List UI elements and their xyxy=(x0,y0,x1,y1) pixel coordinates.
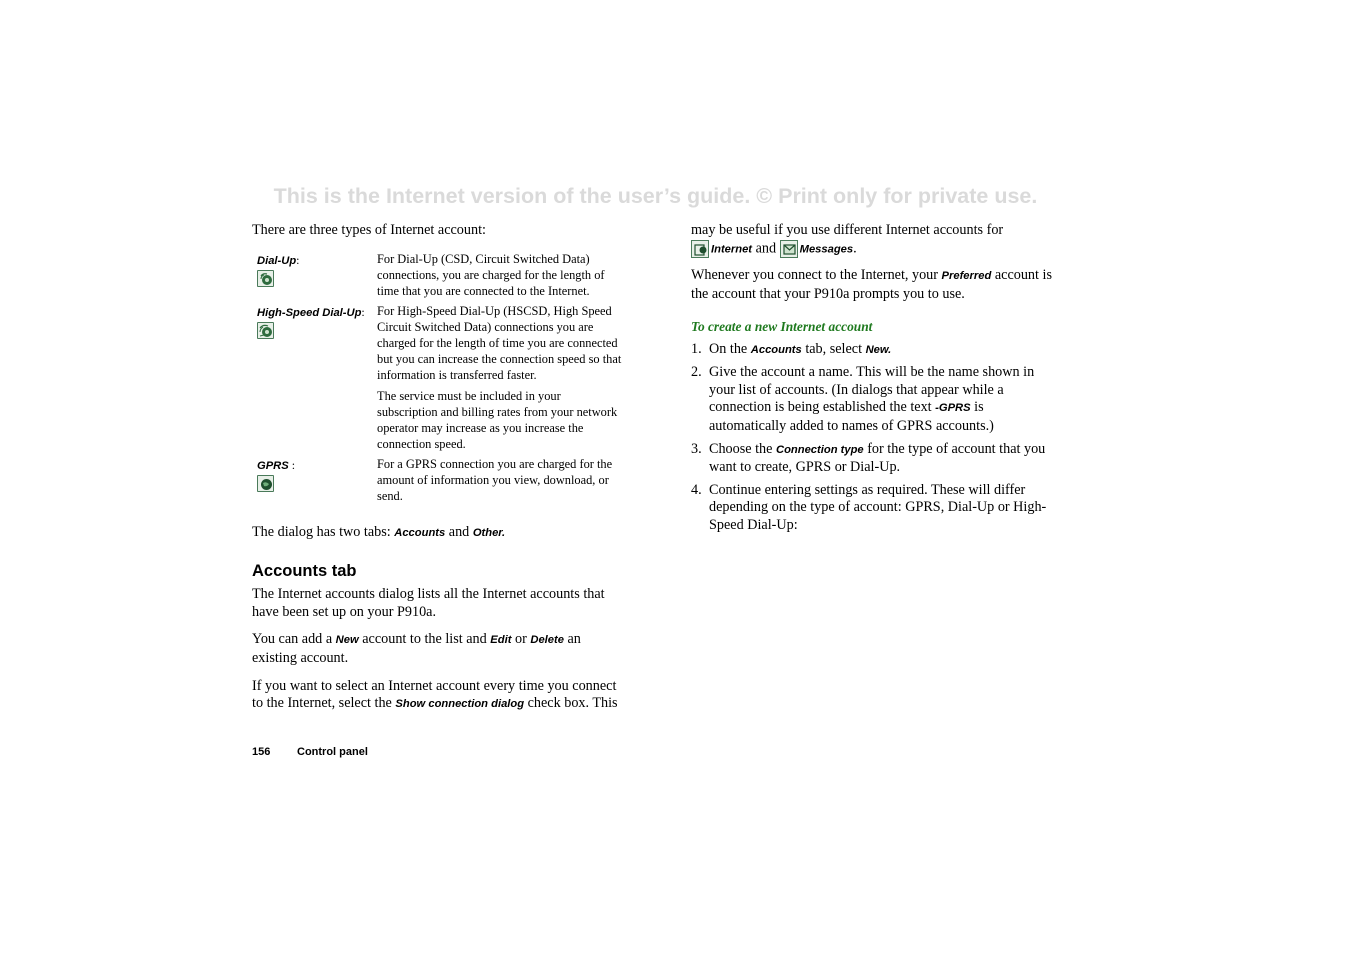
procedure-title: To create a new Internet account xyxy=(691,318,873,334)
tabs-sentence: The dialog has two tabs: Accounts and Other. xyxy=(252,523,506,540)
other-tab-ref: Other. xyxy=(472,526,506,539)
intro-text: There are three types of Internet account: xyxy=(252,222,486,238)
page-footer xyxy=(252,746,368,758)
delete-ref: Delete xyxy=(530,634,564,647)
list-item: 2. Give the account a name. This will be the name shown in your list of accounts. (In dialogs that appear while a connection is being established the text -GPRS is automatically added to names of GPRS accounts.) xyxy=(691,364,1035,435)
type-desc-note: The service must be included in your subscription and billing rates from your network operator may increase as you increase the connection speed. xyxy=(377,388,618,452)
type-label: GPRS xyxy=(257,459,289,472)
left-column xyxy=(252,222,624,714)
type-label: High-Speed Dial-Up xyxy=(257,306,362,319)
accounts-tab-ref: Accounts xyxy=(394,526,446,539)
dialup-icon xyxy=(257,270,274,287)
accounts-para-1: The Internet accounts dialog lists all the Internet accounts that have been set up on your P910a. xyxy=(252,586,605,620)
preferred-ref: Preferred xyxy=(941,270,992,283)
list-item: 4. Continue entering settings as required. These will differ depending on the type of account: GPRS, Dial-Up or High-Speed Dial-Up: xyxy=(691,481,1047,533)
type-row-dialup: Dial-Up: For Dial-Up (CSD, Circuit Switched Data) connections, you are charged for the length of time that you are connected to the Internet. xyxy=(252,251,624,303)
type-row-gprs: GPRS : For a GPRS connection you are charged for the amount of information you view, download, or send. xyxy=(252,456,624,513)
list-item: 1. On the Accounts tab, select New. xyxy=(691,340,892,357)
internet-ref: Internet xyxy=(711,242,753,255)
preferred-para: Whenever you connect to the Internet, your Preferred account is the account that your P910a prompts you to use. xyxy=(691,267,1052,303)
type-desc: For a GPRS connection you are charged for the amount of information you view, download, or send. xyxy=(377,456,613,503)
type-desc: For Dial-Up (CSD, Circuit Switched Data) connections, you are charged for the length of time that you are connected to the Internet. xyxy=(377,251,605,298)
messages-ref: Messages xyxy=(799,242,854,255)
section-name: Control panel xyxy=(297,746,368,758)
type-desc: For High-Speed Dial-Up (HSCSD, High Speed Circuit Switched Data) connections you are charged for the length of time you are connected but you can increase the connection speed so that information is transferred faster. xyxy=(377,303,622,383)
type-row-hscsd: High-Speed Dial-Up: For High-Speed Dial-Up (HSCSD, High Speed Circuit Switched Data) connections you are charged for the length of time you are connected but you can increase the connection speed so that information is transferred faster. The service must be included in your subscription and billing rates from your network operator may increase as you increase the connection speed. xyxy=(252,303,624,456)
edit-ref: Edit xyxy=(490,634,512,647)
accounts-para-2: You can add a New account to the list and Edit or Delete an existing account. xyxy=(252,631,581,666)
watermark: This is the Internet version of the user’s guide. © Print only for private use. xyxy=(273,184,1038,208)
accounts-para-3: If you want to select an Internet account every time you connect to the Internet, select the Show connection dialog check box. This xyxy=(252,677,618,712)
section-heading: Accounts tab xyxy=(252,562,357,581)
show-connection-dialog-ref: Show connection dialog xyxy=(395,698,525,711)
hscsd-icon xyxy=(257,322,274,339)
procedure-steps xyxy=(691,341,1059,535)
right-column xyxy=(691,222,1059,540)
internet-icon xyxy=(691,240,709,258)
continued-para: may be useful if you use different Internet accounts for Internet and Messages. xyxy=(691,222,1004,256)
list-item: 3. Choose the Connection type for the type of account that you want to create, GPRS or Dial-Up. xyxy=(691,440,1046,476)
new-ref: New xyxy=(335,634,359,647)
messages-icon xyxy=(780,240,798,258)
type-label: Dial-Up xyxy=(257,254,297,267)
account-types-table xyxy=(252,251,624,513)
page-number: 156 xyxy=(252,746,271,758)
gprs-icon xyxy=(257,475,274,492)
